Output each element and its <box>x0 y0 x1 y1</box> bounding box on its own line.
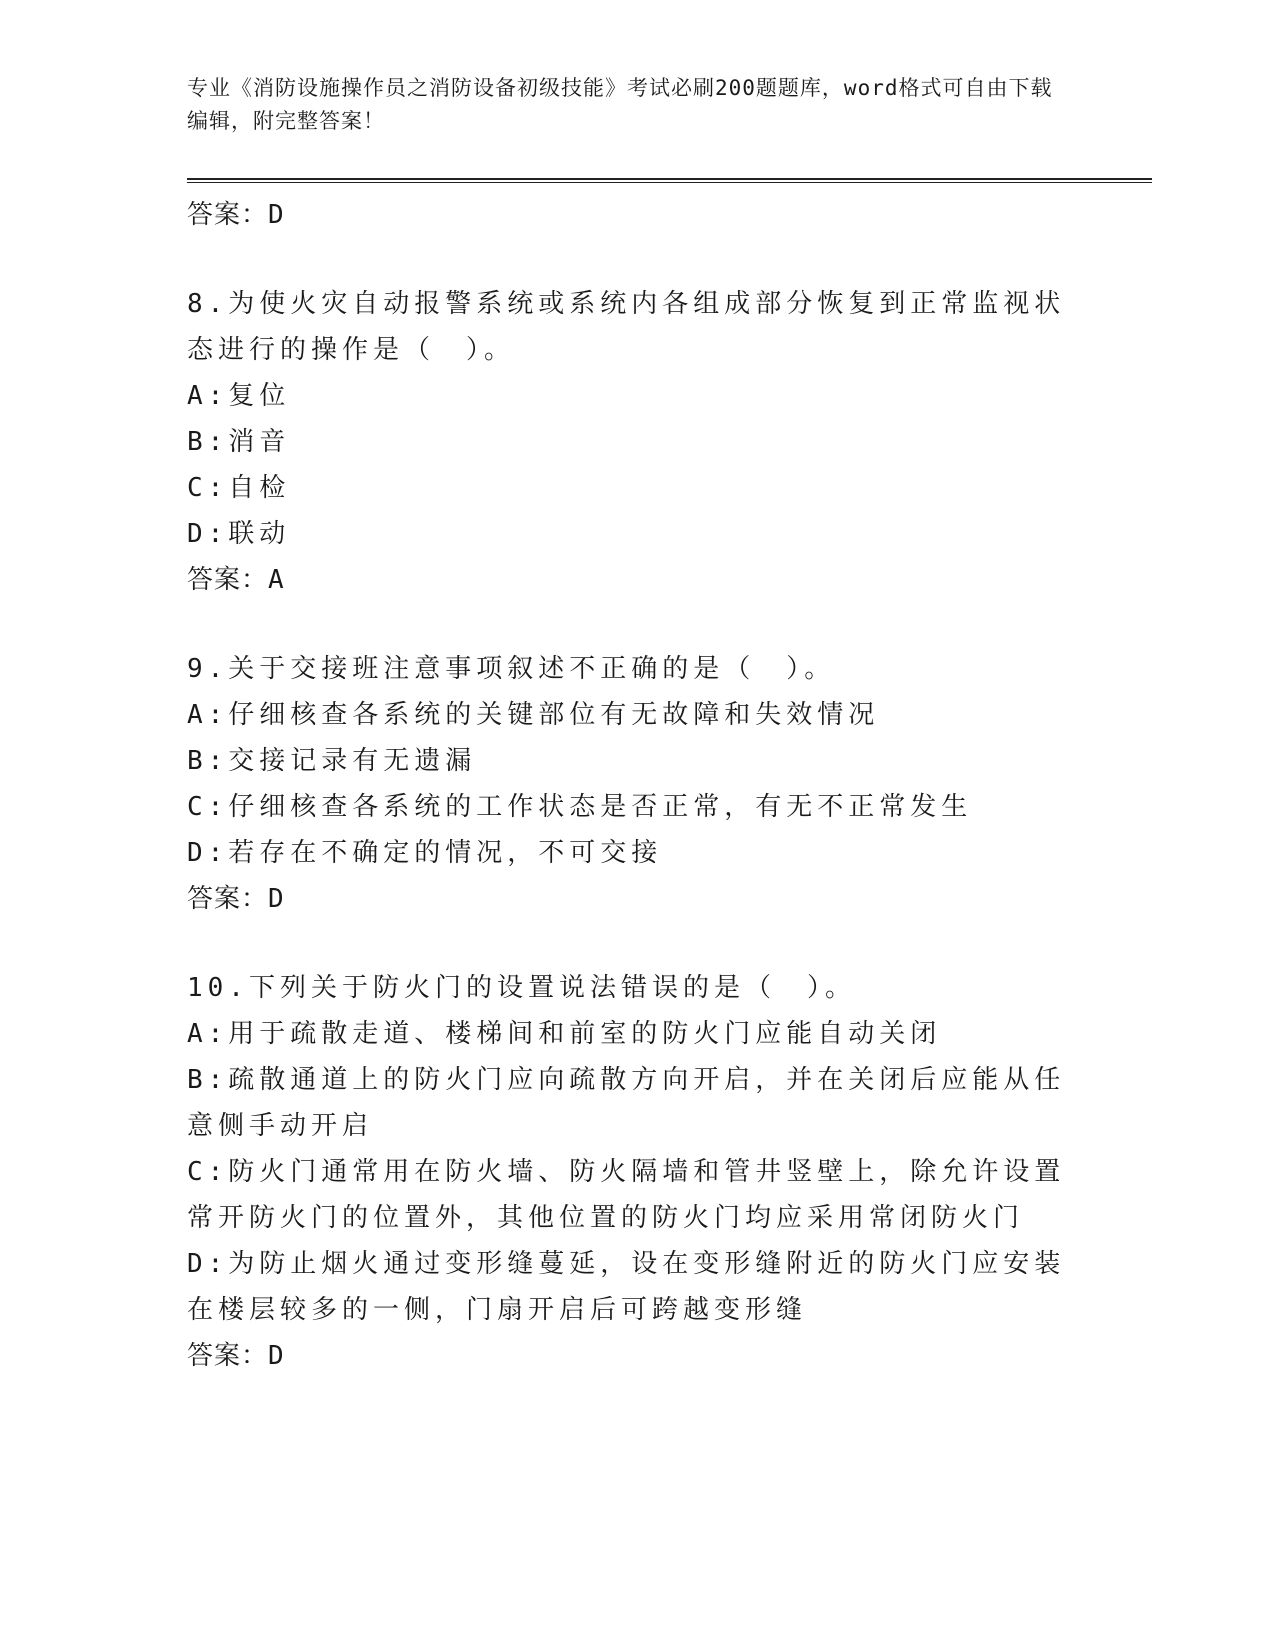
option-a: A:用于疏散走道、楼梯间和前室的防火门应能自动关闭 <box>187 1019 942 1049</box>
question-text: 10.下列关于防火门的设置说法错误的是（ ）。 <box>187 973 856 1003</box>
answer: 答案：A <box>187 565 285 595</box>
question-text: 8.为使火灾自动报警系统或系统内各组成部分恢复到正常监视状态进行的操作是（ ）。 <box>187 289 1066 365</box>
previous-answer: 答案：D <box>187 200 285 230</box>
option-c: C:仔细核查各系统的工作状态是否正常，有无不正常发生 <box>187 792 973 822</box>
answer: 答案：D <box>187 1341 285 1371</box>
option-a: A:仔细核查各系统的关键部位有无故障和失效情况 <box>187 700 880 730</box>
answer: 答案：D <box>187 884 285 914</box>
option-c: C:防火门通常用在防火墙、防火隔墙和管井竖壁上，除允许设置常开防火门的位置外，其他位置的防火门均应采用常闭防火门 <box>187 1157 1066 1233</box>
header-divider <box>187 178 1152 183</box>
option-b: B:消音 <box>187 427 291 457</box>
question-9 <box>187 646 1077 922</box>
question-8 <box>187 281 1077 603</box>
question-10 <box>187 965 1077 1379</box>
document-header <box>187 72 1067 138</box>
question-text: 9.关于交接班注意事项叙述不正确的是（ ）。 <box>187 654 836 684</box>
option-c: C:自检 <box>187 473 291 503</box>
question-list <box>187 188 1077 1379</box>
option-d: D:若存在不确定的情况，不可交接 <box>187 838 663 868</box>
option-a: A:复位 <box>187 381 291 411</box>
option-d: D:联动 <box>187 519 291 549</box>
header-title: 专业《消防设施操作员之消防设备初级技能》考试必刷200题题库，word格式可自由下载编辑，附完整答案！ <box>187 76 1053 133</box>
option-d: D:为防止烟火通过变形缝蔓延，设在变形缝附近的防火门应安装在楼层较多的一侧，门扇开启后可跨越变形缝 <box>187 1249 1066 1325</box>
option-b: B:交接记录有无遗漏 <box>187 746 477 776</box>
option-b: B:疏散通道上的防火门应向疏散方向开启，并在关闭后应能从任意侧手动开启 <box>187 1065 1066 1141</box>
